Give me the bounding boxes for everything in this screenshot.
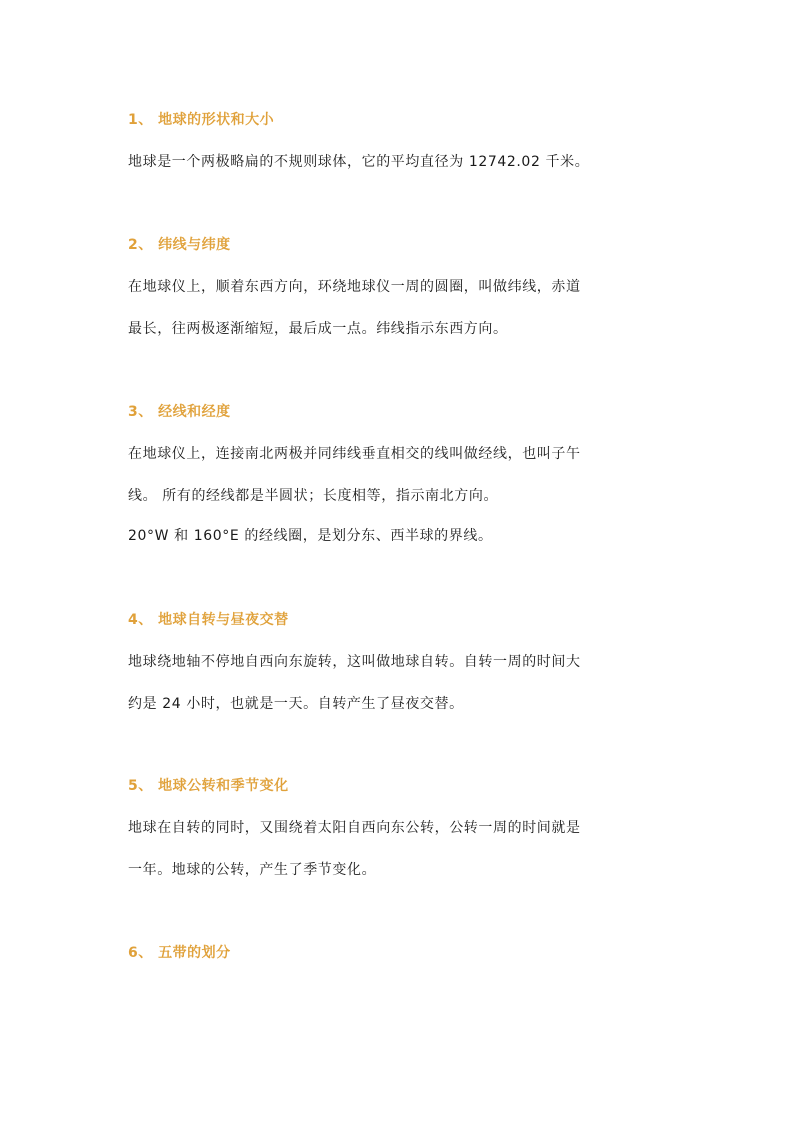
section-5-heading: 5、 地球公转和季节变化 xyxy=(128,778,289,794)
section-3-line-2: 线。 所有的经线都是半圆状；长度相等，指示南北方向。 xyxy=(128,488,499,504)
section-6-heading: 6、 五带的划分 xyxy=(128,945,231,961)
section-2-heading: 2、 纬线与纬度 xyxy=(128,237,231,253)
section-1-heading: 1、 地球的形状和大小 xyxy=(128,112,275,128)
section-1-line-1: 地球是一个两极略扁的不规则球体，它的平均直径为 12742.02 千米。 xyxy=(128,154,590,170)
section-4-line-1: 地球绕地轴不停地自西向东旋转，这叫做地球自转。自转一周的时间大 xyxy=(128,654,581,670)
section-4-heading: 4、 地球自转与昼夜交替 xyxy=(128,612,289,628)
section-3-heading: 3、 经线和经度 xyxy=(128,404,231,420)
section-2-line-1: 在地球仪上，顺着东西方向，环绕地球仪一周的圆圈，叫做纬线，赤道 xyxy=(128,279,581,295)
section-2-line-2: 最长，往两极逐渐缩短，最后成一点。纬线指示东西方向。 xyxy=(128,321,508,337)
section-5-line-2: 一年。地球的公转，产生了季节变化。 xyxy=(128,862,377,878)
section-3-line-1: 在地球仪上，连接南北两极并同纬线垂直相交的线叫做经线，也叫子午 xyxy=(128,446,581,462)
section-4-line-2: 约是 24 小时，也就是一天。自转产生了昼夜交替。 xyxy=(128,696,464,712)
section-3-line-3: 20°W 和 160°E 的经线圈，是划分东、西半球的界线。 xyxy=(128,528,493,544)
section-5-line-1: 地球在自转的同时，又围绕着太阳自西向东公转，公转一周的时间就是 xyxy=(128,820,581,836)
